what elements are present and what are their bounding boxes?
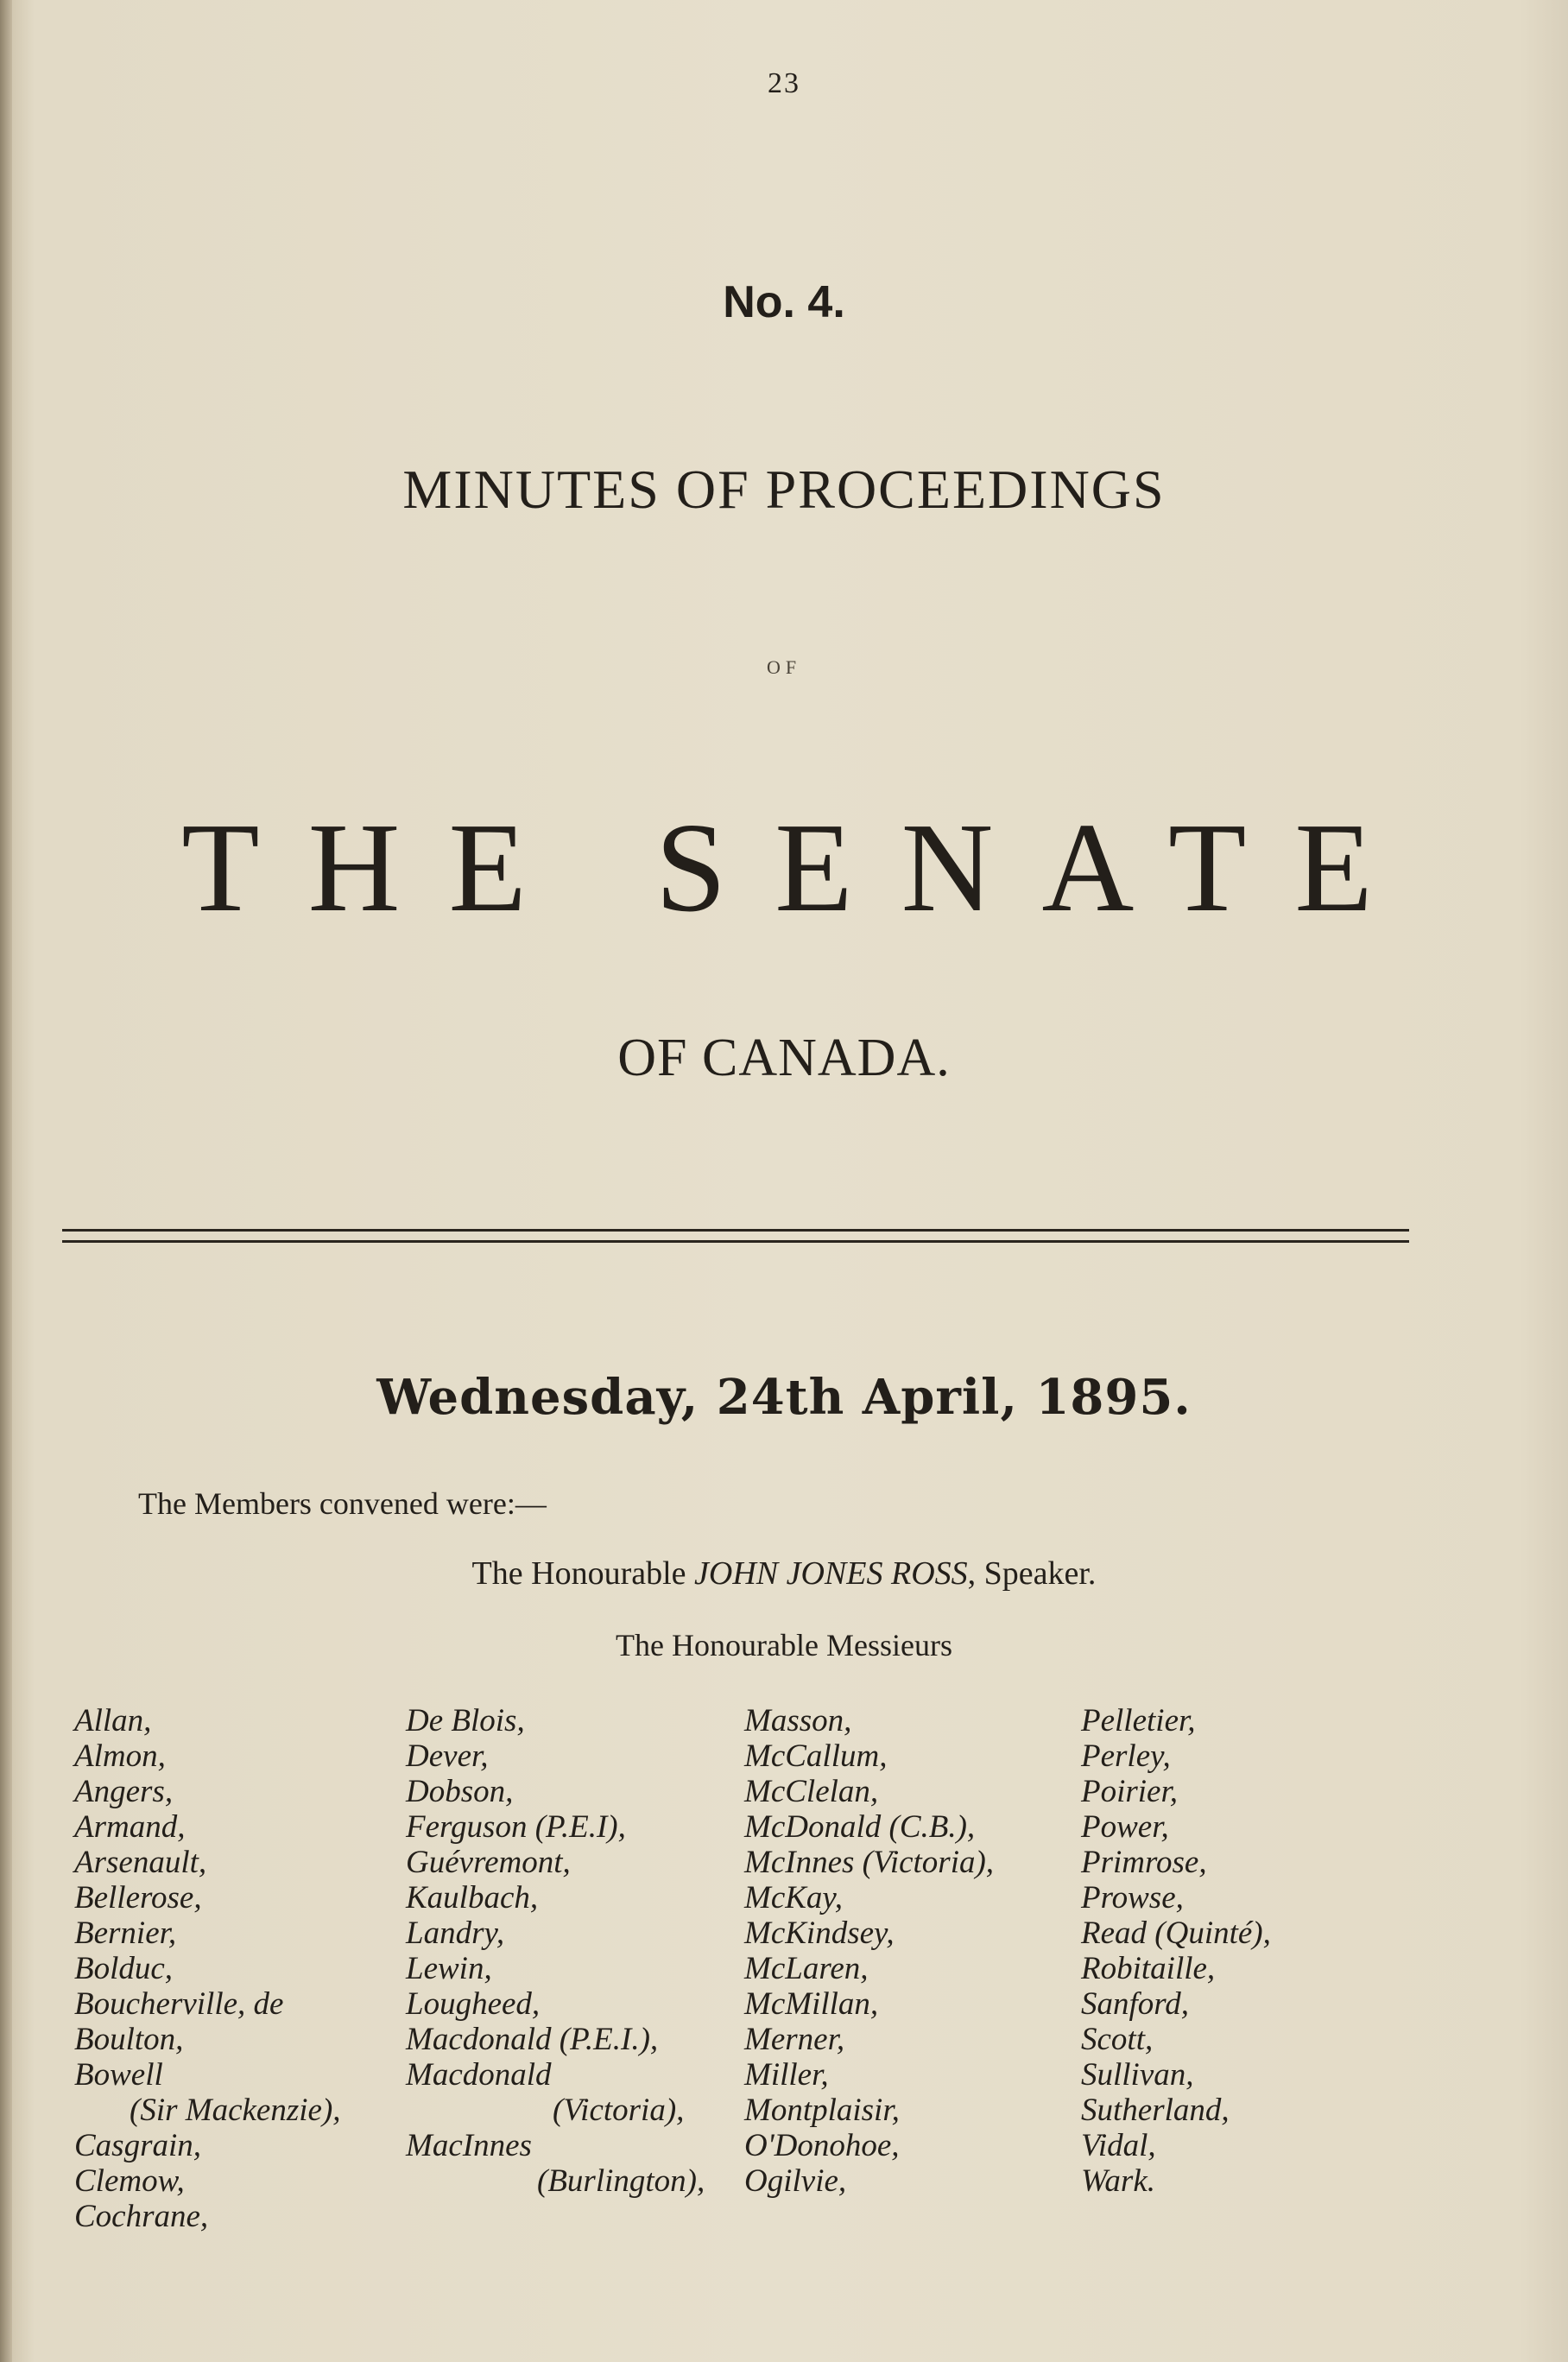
members-intro: The Members convened were:—: [138, 1486, 547, 1521]
member-name-col3-merner: Merner,: [744, 2022, 845, 2057]
speaker-name: JOHN JONES ROSS: [694, 1555, 968, 1592]
member-name-col3-mckindsey: McKindsey,: [744, 1916, 895, 1951]
member-name-col3-mcdonald-c-b: McDonald (C.B.),: [744, 1809, 976, 1845]
member-name-col2-macdonald: Macdonald: [406, 2057, 552, 2093]
member-name-col3-mckay: McKay,: [744, 1880, 844, 1916]
member-name-col4-power: Power,: [1081, 1809, 1169, 1845]
member-name-col3-montplaisir: Montplaisir,: [744, 2093, 900, 2128]
member-name-col4-primrose: Primrose,: [1081, 1845, 1207, 1880]
member-name-col1-casgrain: Casgrain,: [74, 2128, 202, 2163]
member-name-col4-poirier: Poirier,: [1081, 1774, 1179, 1809]
member-name-col1-bellerose: Bellerose,: [74, 1880, 202, 1916]
member-name-col1-arsenault: Arsenault,: [74, 1845, 207, 1880]
member-name-col2-dever: Dever,: [406, 1738, 489, 1774]
title-of: OF: [766, 656, 802, 678]
member-name-col4-sanford: Sanford,: [1081, 1986, 1190, 2022]
member-name-col2-macinnes: MacInnes: [406, 2128, 532, 2163]
member-name-col1-boulton: Boulton,: [74, 2022, 184, 2057]
member-name-col4-robitaille: Robitaille,: [1081, 1951, 1216, 1986]
double-rule-bottom: [62, 1240, 1409, 1243]
member-name-col1-boucherville-de: Boucherville, de: [74, 1986, 284, 2022]
member-name-col1-bowell: Bowell: [74, 2057, 163, 2093]
member-name-col4-sullivan: Sullivan,: [1081, 2057, 1194, 2093]
member-name-col1-armand: Armand,: [74, 1809, 186, 1845]
member-name-col3-mcclelan: McClelan,: [744, 1774, 879, 1809]
member-name-col2-dobson: Dobson,: [406, 1774, 514, 1809]
issue-number: No. 4.: [723, 277, 845, 327]
senate-title: THE SENATE: [181, 797, 1421, 939]
member-name-col1-cochrane: Cochrane,: [74, 2199, 209, 2234]
member-name-col4-vidal: Vidal,: [1081, 2128, 1156, 2163]
book-spine-shadow: [0, 0, 12, 2362]
member-name-col1-allan: Allan,: [74, 1703, 152, 1738]
member-name-col4-perley: Perley,: [1081, 1738, 1171, 1774]
member-name-col2-kaulbach: Kaulbach,: [406, 1880, 539, 1916]
speaker-prefix: The Honourable: [471, 1555, 695, 1592]
member-name-col2-macdonald-p-e-i: Macdonald (P.E.I.),: [406, 2022, 659, 2057]
member-name-col2-de-blois: De Blois,: [406, 1703, 525, 1738]
member-name-col3-mclaren: McLaren,: [744, 1951, 869, 1986]
messieurs-label: The Honourable Messieurs: [616, 1628, 952, 1662]
double-rule-top: [62, 1229, 1409, 1232]
member-name-col1-almon: Almon,: [74, 1738, 166, 1774]
speaker-suffix: , Speaker.: [967, 1555, 1097, 1592]
member-name-col4-pelletier: Pelletier,: [1081, 1703, 1196, 1738]
member-name-col1-clemow: Clemow,: [74, 2163, 185, 2199]
member-name-col2-lewin: Lewin,: [406, 1951, 492, 1986]
member-name-col4-wark: Wark.: [1081, 2163, 1155, 2199]
member-name-col4-scott: Scott,: [1081, 2022, 1154, 2057]
sitting-date: Wednesday, 24th April, 1895.: [376, 1369, 1192, 1426]
member-name-col2-gu-vremont: Guévremont,: [406, 1845, 571, 1880]
member-name-col1-bernier: Bernier,: [74, 1916, 177, 1951]
member-name-col2-burlington: (Burlington),: [537, 2163, 705, 2199]
member-name-col3-miller: Miller,: [744, 2057, 829, 2093]
member-name-col3-masson: Masson,: [744, 1703, 852, 1738]
member-name-col2-landry: Landry,: [406, 1916, 505, 1951]
member-name-col1-sir-mackenzie: (Sir Mackenzie),: [130, 2093, 341, 2128]
member-name-col1-angers: Angers,: [74, 1774, 174, 1809]
member-name-col3-mcmillan: McMillan,: [744, 1986, 879, 2022]
member-name-col1-bolduc: Bolduc,: [74, 1951, 174, 1986]
minutes-title: MINUTES OF PROCEEDINGS: [402, 459, 1166, 520]
member-name-col4-prowse: Prowse,: [1081, 1880, 1184, 1916]
canada-title: OF CANADA.: [617, 1029, 951, 1087]
page-number: 23: [768, 67, 800, 99]
member-name-col2-lougheed: Lougheed,: [406, 1986, 541, 2022]
member-name-col3-o-donohoe: O'Donohoe,: [744, 2128, 900, 2163]
member-name-col3-ogilvie: Ogilvie,: [744, 2163, 847, 2199]
member-name-col3-mcinnes-victoria: McInnes (Victoria),: [744, 1845, 995, 1880]
member-name-col2-ferguson-p-e-i: Ferguson (P.E.I),: [406, 1809, 626, 1845]
member-name-col4-read-quint: Read (Quinté),: [1081, 1916, 1271, 1951]
speaker-line: [0, 1555, 1568, 1593]
member-name-col4-sutherland: Sutherland,: [1081, 2093, 1230, 2128]
member-name-col2-victoria: (Victoria),: [553, 2093, 685, 2128]
member-name-col3-mccallum: McCallum,: [744, 1738, 888, 1774]
